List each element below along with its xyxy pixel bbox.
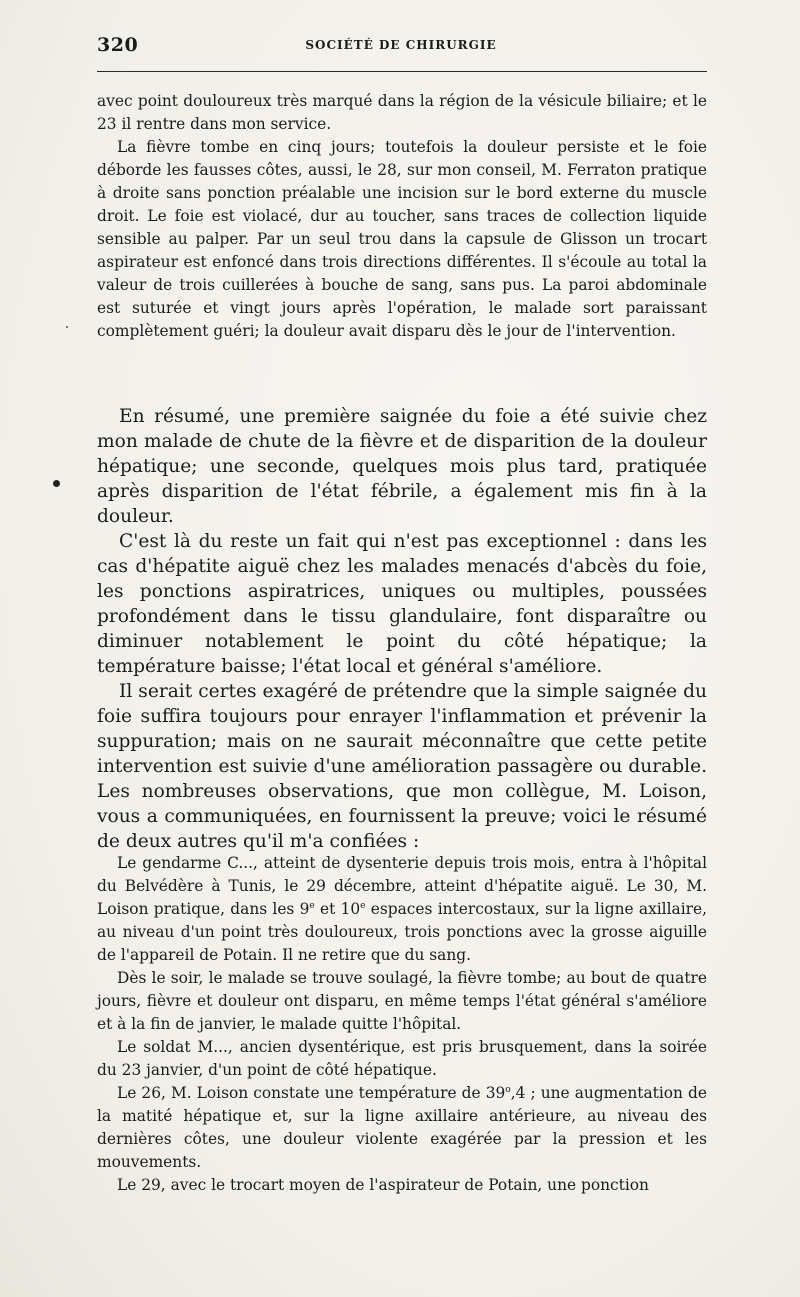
paragraph: Il serait certes exagéré de prétendre que la simple saignée du foie suffira toujours pour enrayer l'inflammation et prévenir la suppuration; mais on ne saurait méconnaître que cette petite intervention est suivie d'une amélioration passagère ou durable. Les nombreuses observations, que mon collègue, M. Loison, vous a communiquées, en fournissent la preuve; voici le résumé de deux autres qu'il m'a confiées : — [97, 681, 707, 852]
paragraph — [97, 852, 707, 967]
paragraph: Le 29, avec le trocart moyen de l'aspirateur de Potain, une ponction — [117, 1176, 649, 1194]
degree-sign: o — [505, 1085, 511, 1095]
text-run: ,4 ; une augmentation de la matité hépatique et, sur la ligne axillaire antérieure, au niveau des dernières côtes, une douleur violente exagérée par la pression et les mouvements. — [97, 1084, 707, 1171]
case-text-block-2 — [97, 852, 707, 1197]
page-header — [97, 34, 705, 62]
paragraph: C'est là du reste un fait qui n'est pas exceptionnel : dans les cas d'hépatite aiguë chez les malades menacés d'abcès du foie, les ponctions aspiratrices, uniques ou multiples, poussées profondément dans le tissu glandulaire, font disparaître ou diminuer notablement le point du côté hépatique; la température baisse; l'état local et général s'améliore. — [97, 531, 707, 677]
text-run: Le 26, M. Loison constate une température de 39 — [117, 1084, 506, 1102]
text-run: espaces intercostaux, sur la ligne axillaire, au niveau d'un point très douloureux, trois ponctions avec la grosse aiguille de l'appareil de Potain. Il ne retire que du sang. — [97, 900, 707, 964]
margin-dot — [53, 480, 60, 487]
paragraph: Dès le soir, le malade se trouve soulagé, la fièvre tombe; au bout de quatre jours, fièvre et douleur ont disparu, en même temps l'état général s'améliore et à la fin de janvier, le malade quitte l'hôpital. — [97, 969, 707, 1033]
paragraph: Le soldat M..., ancien dysentérique, est pris brusquement, dans la soirée du 23 janvier, d'un point de côté hépatique. — [97, 1038, 707, 1079]
case-text-block-1 — [97, 90, 707, 343]
print-speck — [66, 326, 68, 328]
text-run: Le gendarme C..., atteint de dysenterie depuis trois mois, entra à l'hôpital du Belvédère à Tunis, le 29 décembre, atteint d'hépatite aiguë. Le 30, M. Loison pratique, dans les 9 — [97, 854, 707, 918]
superscript: e — [309, 901, 315, 911]
page-number: 320 — [97, 34, 139, 56]
summary-text-block — [97, 404, 707, 854]
superscript: e — [360, 901, 366, 911]
paragraph: avec point douloureux très marqué dans la région de la vésicule biliaire; et le 23 il rentre dans mon service. — [97, 92, 707, 133]
paragraph — [97, 1082, 707, 1174]
paragraph: La fièvre tombe en cinq jours; toutefois la douleur persiste et le foie déborde les fausses côtes, aussi, le 28, sur mon conseil, M. Ferraton pratique à droite sans ponction préalable une incision sur le bord externe du muscle droit. Le foie est violacé, dur au toucher, sans traces de collection liquide sensible au palper. Par un seul trou dans la capsule de Glisson un trocart aspirateur est enfoncé dans trois directions différentes. Il s'écoule au total la valeur de trois cuillerées à bouche de sang, sans pus. La paroi abdominale est suturée et vingt jours après l'opération, le malade sort paraissant complètement guéri; la douleur avait disparu dès le jour de l'intervention. — [97, 138, 707, 340]
header-rule — [97, 71, 707, 72]
text-run: et 10 — [314, 900, 361, 918]
paragraph: En résumé, une première saignée du foie a été suivie chez mon malade de chute de la fièvre et de disparition de la douleur hépatique; une seconde, quelques mois plus tard, pratiquée après disparition de l'état fébrile, a également mis fin à la douleur. — [97, 406, 707, 527]
running-head: SOCIÉTÉ DE CHIRURGIE — [305, 38, 497, 52]
